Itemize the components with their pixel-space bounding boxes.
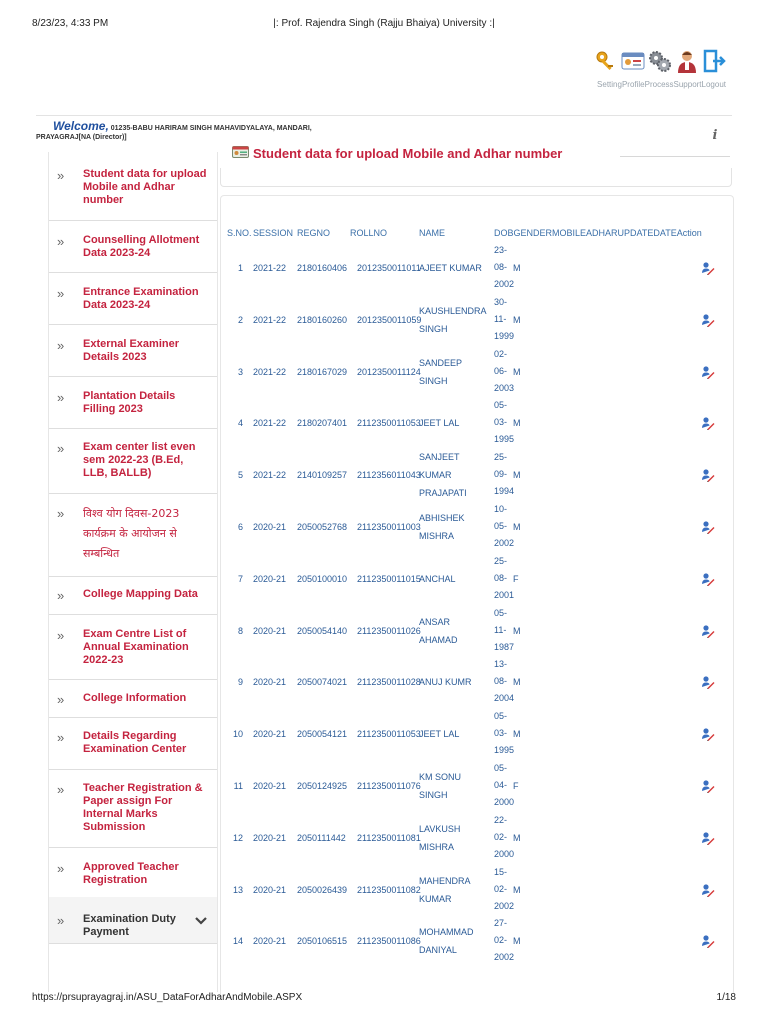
cell-gender: M xyxy=(513,366,521,377)
cell-dob: 03- xyxy=(494,728,508,739)
cell-rollno: 2112350011076 xyxy=(357,781,421,791)
cell-rollno: 2112350011003 xyxy=(357,522,421,532)
sidebar-item-label: Exam Centre List of Annual Examination 2022-23 xyxy=(83,628,189,666)
cell-regno: 2050106515 xyxy=(297,936,348,947)
cell-session: 2020-21 xyxy=(253,625,287,636)
info-icon[interactable]: i xyxy=(712,128,718,143)
sidebar-item-label: Teacher Registration & Paper assign For Internal Marks Submission xyxy=(83,782,203,833)
cell-sno: 10 xyxy=(232,729,243,740)
edit-icon[interactable] xyxy=(701,313,715,327)
cell-regno: 2180207401 xyxy=(297,418,348,429)
sidebar-item-examination-center[interactable] xyxy=(49,717,217,770)
cell-gender: M xyxy=(513,314,521,325)
sidebar-item-label: Approved Teacher Registration xyxy=(83,861,179,886)
cell-gender: M xyxy=(513,729,521,740)
cell-rollno: 2112350011015 xyxy=(357,573,421,584)
cell-gender: M xyxy=(513,884,521,895)
cell-dob: 02- xyxy=(494,935,508,946)
sidebar-item-entrance-exam[interactable] xyxy=(49,272,217,325)
edit-icon[interactable] xyxy=(701,572,715,586)
cell-dob: 02- xyxy=(494,883,508,894)
cell-session: 2020-21 xyxy=(253,832,287,843)
cell-sno: 14 xyxy=(232,936,243,947)
cell-session: 2021-22 xyxy=(253,263,287,273)
cell-dob: 02- xyxy=(494,831,508,842)
cell-sno: 11 xyxy=(233,781,243,791)
cell-session: 2021-22 xyxy=(253,366,287,377)
chevron-down-icon[interactable] xyxy=(195,913,207,931)
sidebar-item-exam-centre-annual[interactable] xyxy=(49,614,217,680)
cell-regno: 2050026439 xyxy=(297,884,348,895)
cell-sno: 2 xyxy=(237,314,243,325)
chevron-right-icon: » xyxy=(57,506,65,521)
print-datetime: 8/23/23, 4:33 PM xyxy=(32,18,109,29)
cell-dob: 05- xyxy=(494,711,508,722)
sidebar-menu xyxy=(48,152,218,992)
cell-dob: 02- xyxy=(494,348,508,359)
cell-session: 2020-21 xyxy=(253,936,287,947)
cell-dob: 30- xyxy=(494,296,508,307)
cell-rollno: 2012350011059 xyxy=(357,314,422,325)
cell-name: KM SONU xyxy=(419,772,462,782)
chevron-right-icon: » xyxy=(57,234,65,249)
chevron-right-icon: » xyxy=(57,588,65,603)
cell-gender: F xyxy=(513,781,519,791)
page-title-text: Student data for upload Mobile and Adhar number xyxy=(253,146,563,161)
cell-regno: 2050052768 xyxy=(297,522,348,532)
cell-session: 2020-21 xyxy=(253,522,287,532)
cell-dob: 25- xyxy=(494,452,508,463)
college-name: 01235-BABU HARIRAM SINGH MAHAVIDYALAYA, MANDARI, xyxy=(110,125,312,132)
filter-panel xyxy=(220,168,732,187)
col-header-session: SESSION xyxy=(253,228,294,238)
chevron-right-icon: » xyxy=(57,338,65,353)
cell-session: 2020-21 xyxy=(253,884,287,895)
chevron-right-icon: » xyxy=(57,692,65,707)
cell-rollno: 2012350011124 xyxy=(357,366,421,377)
cell-dob: 1987 xyxy=(494,641,515,652)
cell-sno: 5 xyxy=(237,470,243,481)
cell-dob: 08- xyxy=(494,572,508,583)
cell-regno: 2180167029 xyxy=(297,366,348,377)
col-header-sno: S.NO. xyxy=(227,228,252,238)
cell-rollno: 2112350011026 xyxy=(357,625,421,636)
sidebar-item-label: Plantation Details Filling 2023 xyxy=(83,390,176,415)
cell-dob: 13- xyxy=(494,659,508,670)
sidebar-item-label: External Examiner Details 2023 xyxy=(83,338,179,363)
cell-dob: 10- xyxy=(494,504,508,514)
cell-dob: 05- xyxy=(494,607,508,618)
profile-card-icon[interactable] xyxy=(621,48,645,74)
cell-sno: 6 xyxy=(237,522,243,532)
college-location: PRAYAGRAJ[NA (Director)] xyxy=(36,134,127,141)
cell-sno: 4 xyxy=(237,418,243,429)
cell-name: AJEET KUMAR xyxy=(419,263,482,273)
cell-gender: M xyxy=(513,677,521,688)
cell-dob: 2002 xyxy=(494,279,515,289)
edit-icon[interactable] xyxy=(701,779,715,793)
col-header-name: NAME xyxy=(419,228,446,238)
cell-sno: 3 xyxy=(237,366,243,377)
cell-sno: 7 xyxy=(237,573,243,584)
edit-icon[interactable] xyxy=(701,261,715,275)
col-header-dob-gender-mobile-adhar-update-action: DOBGENDERMOBILEADHARUPDATEDATEAction xyxy=(494,228,702,238)
sidebar-item-exam-center-list[interactable] xyxy=(49,428,217,494)
cell-dob: 2003 xyxy=(494,382,515,393)
edit-icon[interactable] xyxy=(701,520,715,534)
cell-dob: 15- xyxy=(494,866,508,877)
sidebar-item-label: Student data for upload Mobile and Adhar number xyxy=(83,168,207,206)
cell-dob: 2002 xyxy=(494,900,515,911)
cell-name: KUMAR xyxy=(419,893,452,904)
gears-icon[interactable] xyxy=(648,48,672,74)
sidebar-item-label: College Information xyxy=(83,692,187,704)
cell-regno: 2180160260 xyxy=(297,314,348,325)
divider xyxy=(36,115,732,116)
cell-dob: 22- xyxy=(494,814,508,825)
cell-name: KAUSHLENDRA xyxy=(419,305,487,316)
edit-icon[interactable] xyxy=(701,883,715,897)
chevron-right-icon: » xyxy=(57,628,65,643)
sidebar-item-label: College Mapping Data xyxy=(83,588,198,600)
cell-name: AHAMAD xyxy=(419,634,458,645)
cell-name: MISHRA xyxy=(419,531,455,541)
cell-regno: 2050054121 xyxy=(297,729,348,740)
top-nav-labels: SettingProfileProcessSupportLogout xyxy=(597,80,726,89)
cell-regno: 2140109257 xyxy=(297,470,348,481)
sidebar-item-yoga-day[interactable] xyxy=(49,493,217,577)
cell-regno: 2050111442 xyxy=(297,832,346,843)
cell-dob: 2001 xyxy=(494,589,515,600)
cell-rollno: 2112350011086 xyxy=(357,936,421,947)
chevron-right-icon: » xyxy=(57,168,65,183)
sidebar-item-label: Details Regarding Examination Center xyxy=(83,730,187,755)
cell-name: ANSAR xyxy=(419,616,451,627)
cell-rollno: 2112350011053 xyxy=(357,729,421,740)
cell-dob: 09- xyxy=(494,469,508,480)
cell-rollno: 2112356011043 xyxy=(357,470,421,481)
cell-sno: 13 xyxy=(232,884,243,895)
cell-session: 2020-21 xyxy=(253,781,287,791)
print-footer xyxy=(32,992,736,1006)
edit-icon[interactable] xyxy=(701,727,715,741)
cell-dob: 2004 xyxy=(494,693,515,704)
cell-session: 2021-22 xyxy=(253,470,287,481)
chevron-right-icon: » xyxy=(57,913,65,928)
sidebar-item-label: Entrance Examination Data 2023-24 xyxy=(83,286,199,311)
cell-sno: 9 xyxy=(237,677,243,688)
cell-dob: 05- xyxy=(494,400,508,411)
cell-dob: 11- xyxy=(494,313,507,324)
cell-name: JEET LAL xyxy=(419,418,460,429)
sidebar-item-label: Exam center list even sem 2022-23 (B.Ed, LLB, BALLB) xyxy=(83,441,196,479)
cell-rollno: 2112350011082 xyxy=(357,884,421,895)
cell-name: LAVKUSH xyxy=(419,823,461,834)
edit-icon[interactable] xyxy=(701,675,715,689)
cell-session: 2020-21 xyxy=(253,729,287,740)
cell-rollno: 2112350011028 xyxy=(357,677,421,688)
edit-icon[interactable] xyxy=(701,416,715,430)
cell-gender: M xyxy=(513,625,521,636)
sidebar-item-teacher-registration[interactable] xyxy=(49,769,217,848)
sidebar-item-external-examiner[interactable] xyxy=(49,324,217,377)
cell-name: ANCHAL xyxy=(419,573,456,584)
cell-dob: 2000 xyxy=(494,848,515,859)
print-page-title: |: Prof. Rajendra Singh (Rajju Bhaiya) University :| xyxy=(273,18,495,29)
cell-dob: 06- xyxy=(494,365,508,376)
cell-dob: 11- xyxy=(494,624,507,635)
cell-sno: 1 xyxy=(237,263,243,273)
cell-gender: M xyxy=(513,263,521,273)
sidebar-item-student-data[interactable] xyxy=(49,152,217,221)
cell-name: ANUJ KUMR xyxy=(419,677,472,688)
cell-dob: 04- xyxy=(494,780,508,790)
cell-rollno: 2112350011053 xyxy=(357,418,421,429)
chevron-right-icon: » xyxy=(57,390,65,405)
print-page-number: 1/18 xyxy=(716,992,736,1003)
cell-name: PRAJAPATI xyxy=(419,488,467,499)
cell-rollno: 2012350011011 xyxy=(357,263,421,273)
sidebar-item-label: Examination Duty Payment xyxy=(83,913,176,938)
chevron-right-icon: » xyxy=(57,782,65,797)
cell-dob: 1999 xyxy=(494,330,515,341)
cell-dob: 05- xyxy=(494,763,508,773)
divider xyxy=(620,156,730,157)
cell-gender: M xyxy=(513,522,521,532)
cell-dob: 08- xyxy=(494,262,508,272)
chevron-right-icon: » xyxy=(57,286,65,301)
cell-dob: 08- xyxy=(494,676,508,687)
cell-sno: 8 xyxy=(237,625,243,636)
cell-regno: 2050100010 xyxy=(297,573,348,584)
sidebar-item-label: विश्व योग दिवस-2023 कार्यक्रम के आयोजन से सम्बन्धित xyxy=(83,507,180,560)
chevron-right-icon: » xyxy=(57,861,65,876)
cell-gender: M xyxy=(513,470,521,481)
cell-name: MISHRA xyxy=(419,841,455,852)
chevron-right-icon: » xyxy=(57,730,65,745)
cell-regno: 2050054140 xyxy=(297,625,348,636)
cell-session: 2021-22 xyxy=(253,418,287,429)
sidebar-item-counselling[interactable] xyxy=(49,220,217,273)
cell-name: KUMAR xyxy=(419,470,452,481)
cell-dob: 23- xyxy=(494,245,508,255)
cell-name: SINGH xyxy=(419,790,448,800)
cell-gender: M xyxy=(513,832,521,843)
edit-icon[interactable] xyxy=(701,365,715,379)
support-person-icon[interactable] xyxy=(675,48,699,74)
cell-session: 2020-21 xyxy=(253,573,287,584)
cell-gender: F xyxy=(513,573,519,584)
cell-regno: 2180160406 xyxy=(297,263,348,273)
sidebar-item-examination-duty-payment[interactable] xyxy=(49,897,217,944)
cell-session: 2020-21 xyxy=(253,677,287,688)
cell-dob: 2002 xyxy=(494,952,515,963)
cell-dob: 2002 xyxy=(494,538,515,548)
id-card-icon xyxy=(232,146,249,161)
welcome-word: Welcome, xyxy=(53,119,109,133)
cell-regno: 2050074021 xyxy=(297,677,348,688)
cell-dob: 1994 xyxy=(494,486,515,497)
welcome-banner xyxy=(36,119,416,142)
edit-icon[interactable] xyxy=(701,468,715,482)
cell-name: DANIYAL xyxy=(419,945,457,956)
cell-session: 2021-22 xyxy=(253,314,287,325)
cell-dob: 1995 xyxy=(494,745,515,756)
cell-name: MOHAMMAD xyxy=(419,927,474,938)
key-icon[interactable] xyxy=(594,48,618,74)
col-header-regno: REGNO xyxy=(297,228,331,238)
cell-dob: 25- xyxy=(494,555,508,566)
page-title xyxy=(232,146,562,161)
cell-dob: 27- xyxy=(494,918,508,929)
cell-regno: 2050124925 xyxy=(297,781,348,791)
cell-dob: 1995 xyxy=(494,434,515,445)
edit-icon[interactable] xyxy=(701,831,715,845)
edit-icon[interactable] xyxy=(701,934,715,948)
cell-name: SANDEEP xyxy=(419,357,463,368)
cell-sno: 12 xyxy=(232,832,243,843)
cell-rollno: 2112350011081 xyxy=(357,832,421,843)
cell-name: SINGH xyxy=(419,375,448,386)
sidebar-item-plantation[interactable] xyxy=(49,376,217,429)
print-header xyxy=(32,18,736,32)
edit-icon[interactable] xyxy=(701,624,715,638)
sidebar-item-approved-teacher[interactable] xyxy=(49,847,217,898)
cell-gender: M xyxy=(513,418,521,429)
cell-name: SANJEET xyxy=(419,452,460,463)
cell-dob: 05- xyxy=(494,521,508,531)
chevron-right-icon: » xyxy=(57,441,65,456)
sidebar-item-college-mapping[interactable] xyxy=(49,576,217,615)
cell-dob: 2000 xyxy=(494,797,515,807)
cell-name: SINGH xyxy=(419,323,448,334)
sidebar-item-label: Counselling Allotment Data 2023-24 xyxy=(83,234,200,259)
cell-name: MAHENDRA xyxy=(419,875,471,886)
cell-dob: 03- xyxy=(494,417,508,428)
print-url: https://prsuprayagraj.in/ASU_DataForAdharAndMobile.ASPX xyxy=(32,992,303,1003)
cell-name: ABHISHEK xyxy=(419,513,465,523)
cell-gender: M xyxy=(513,936,521,947)
top-navigation xyxy=(576,48,726,92)
sidebar-item-college-information[interactable] xyxy=(49,679,217,718)
cell-name: JEET LAL xyxy=(419,729,460,740)
col-header-rollno: ROLLNO xyxy=(350,228,388,238)
logout-icon[interactable] xyxy=(702,48,726,74)
